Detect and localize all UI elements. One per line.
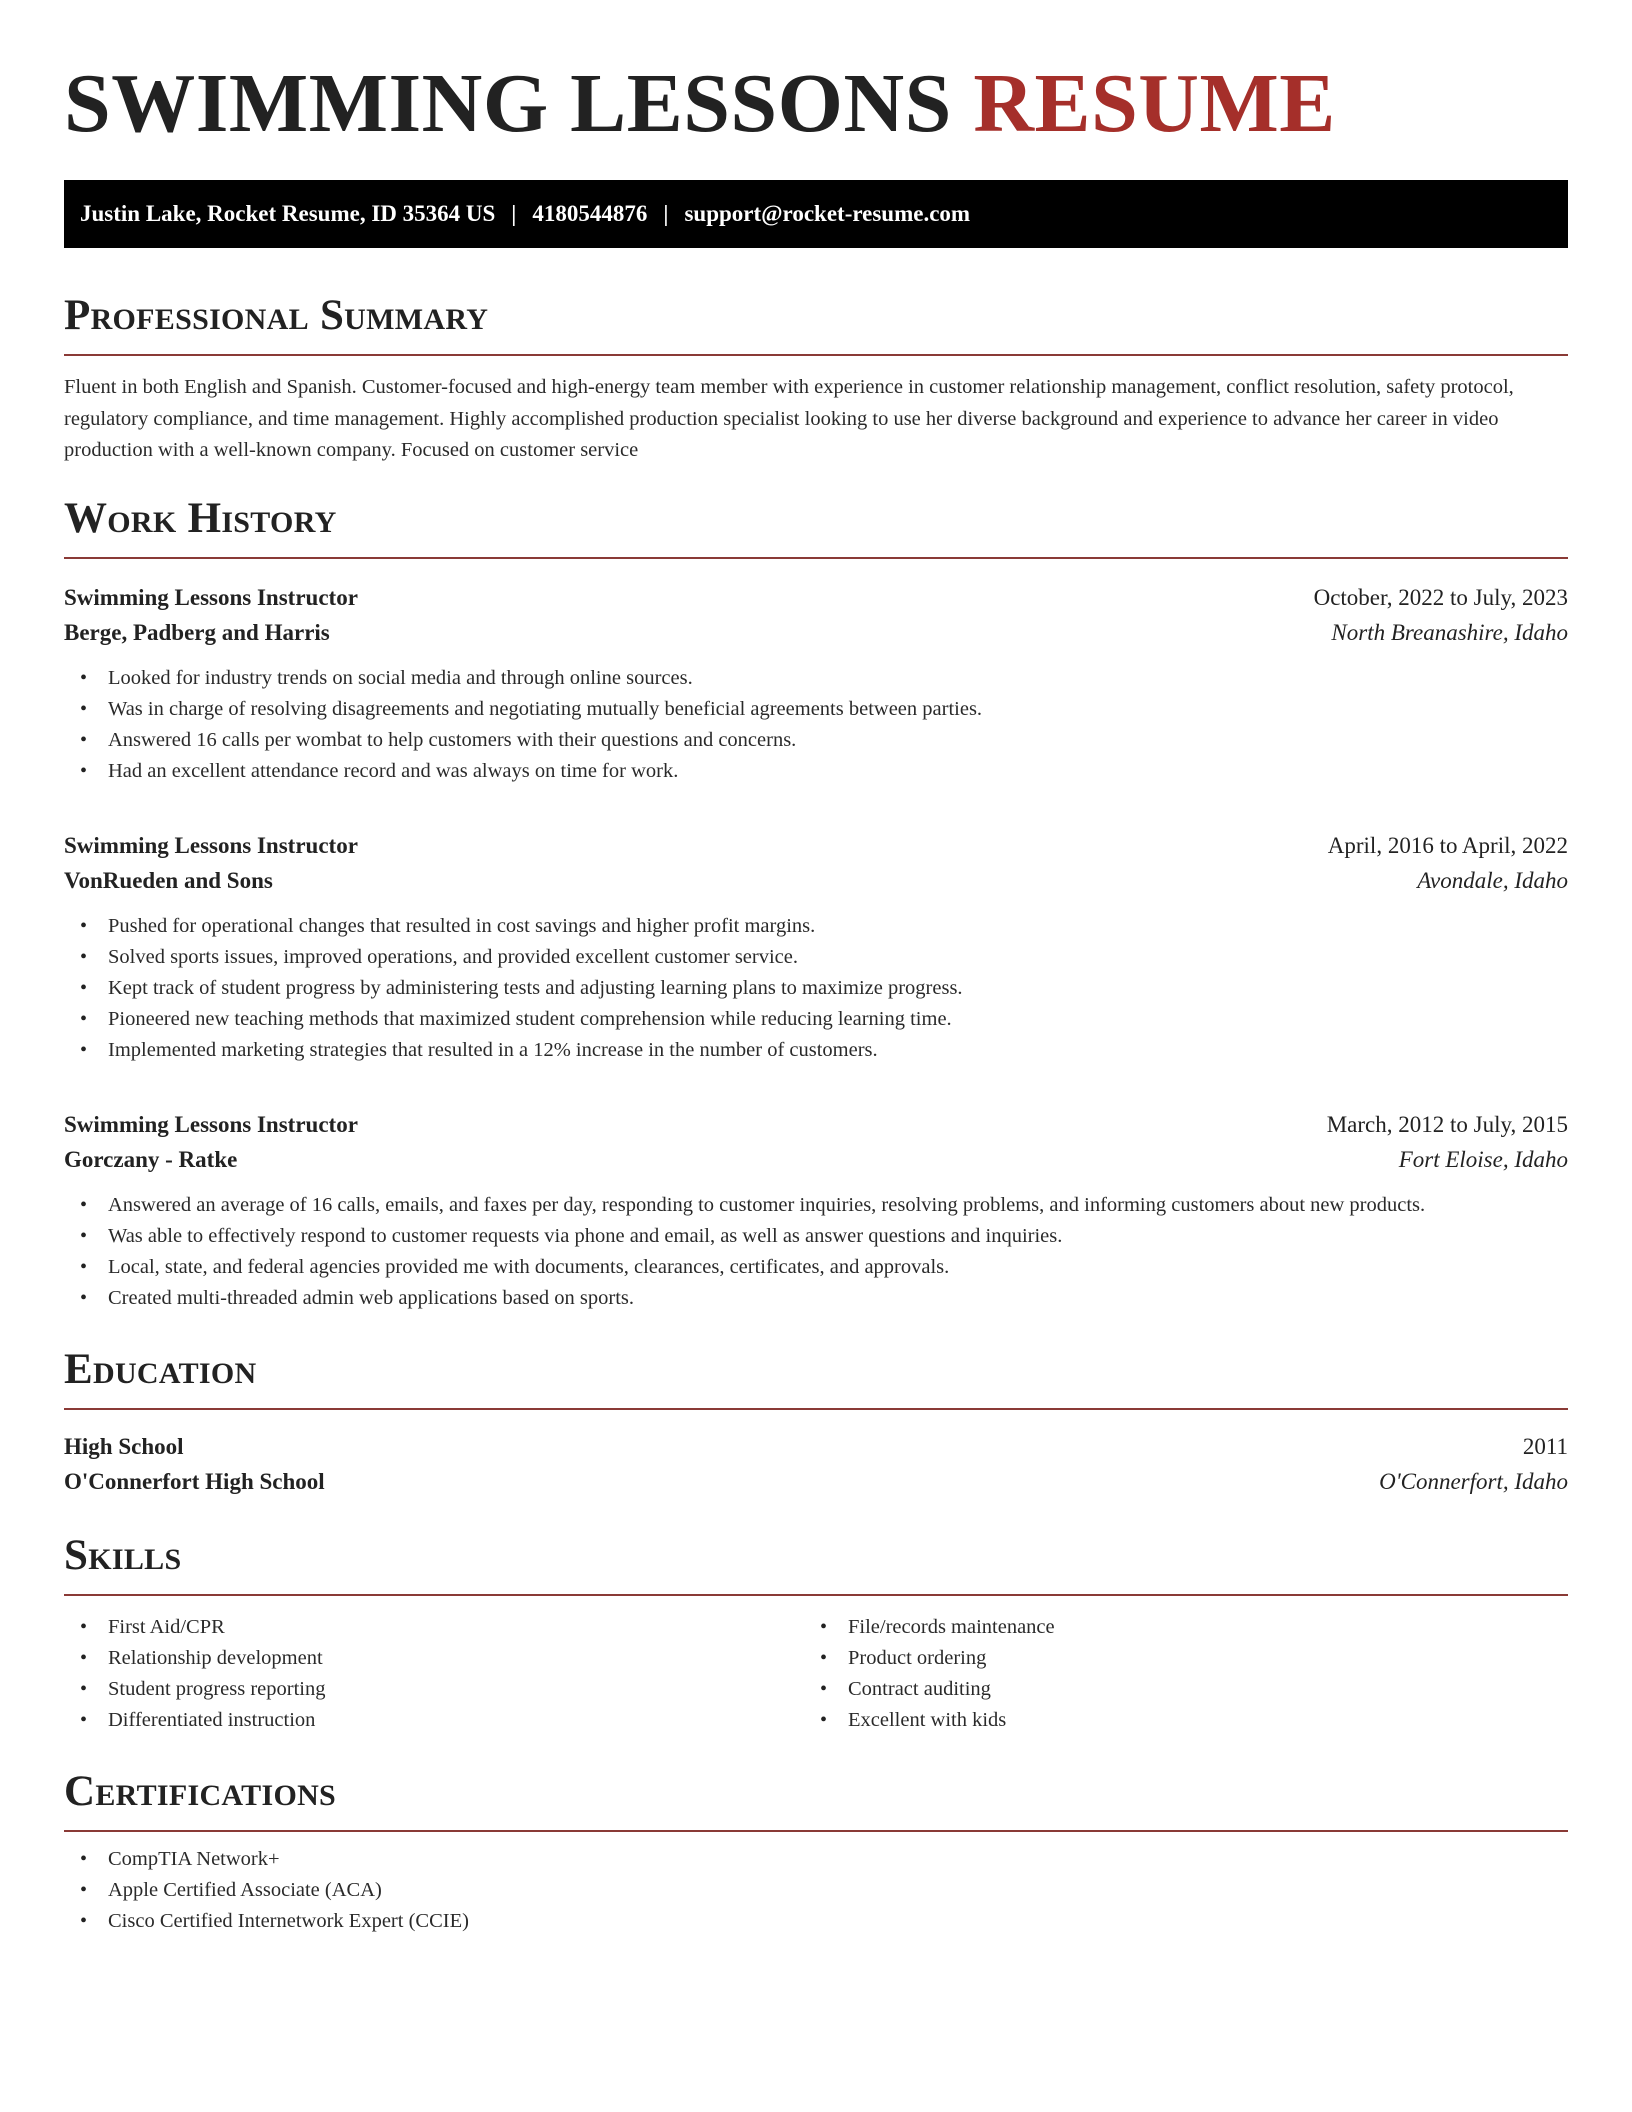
summary-text: Fluent in both English and Spanish. Customer-focused and high-energy team member with experience in customer relationship management, conflict resolution, safety protocol, regulatory compliance, and time management. Highly accomplished production specialist looking to use her diverse background and experience to advance her career in video production with a well-known company. Focused on customer service	[64, 376, 1514, 461]
job-bullets	[64, 911, 1568, 1066]
skill-item: • Differentiated instruction	[64, 1705, 804, 1736]
job-bullet: • Created multi-threaded admin web applications based on sports.	[64, 1283, 1568, 1314]
job-bullet: • Kept track of student progress by administering tests and adjusting learning plans to maximize progress.	[64, 973, 1568, 1004]
job-bullet: • Answered an average of 16 calls, emails, and faxes per day, responding to customer inquiries, resolving problems, and informing customers about new products.	[64, 1190, 1568, 1221]
job-company: Gorczany - Ratke	[64, 1146, 238, 1172]
job-title: Swimming Lessons Instructor	[64, 832, 358, 858]
skill-item: • Product ordering	[804, 1643, 1544, 1674]
job-entry	[64, 1108, 1568, 1314]
job-entry	[64, 581, 1568, 787]
skill-item: • File/records maintenance	[804, 1612, 1544, 1643]
job-location: North Breanashire, Idaho	[1331, 619, 1568, 645]
job-bullet: • Implemented marketing strategies that resulted in a 12% increase in the number of customers.	[64, 1035, 1568, 1066]
contact-separator: |	[663, 201, 669, 226]
education-year: 2011	[1522, 1433, 1568, 1459]
job-title: Swimming Lessons Instructor	[64, 1111, 358, 1137]
job-bullet: • Pushed for operational changes that resulted in cost savings and higher profit margins.	[64, 911, 1568, 942]
job-bullet: • Pioneered new teaching methods that maximized student comprehension while reducing learning time.	[64, 1004, 1568, 1035]
education-heading: Education	[64, 1345, 257, 1393]
skill-item: • Contract auditing	[804, 1674, 1544, 1705]
skill-item: • First Aid/CPR	[64, 1612, 804, 1643]
job-dates: April, 2016 to April, 2022	[1327, 832, 1568, 858]
work-history-heading: Work History	[64, 494, 337, 542]
job-title: Swimming Lessons Instructor	[64, 584, 358, 610]
skills-columns	[64, 1612, 1568, 1736]
certification-item: • Cisco Certified Internetwork Expert (CCIE)	[64, 1906, 1568, 1937]
skills-left-list	[64, 1612, 804, 1736]
job-bullet: • Answered 16 calls per wombat to help customers with their questions and concerns.	[64, 725, 1568, 756]
certifications-list	[64, 1844, 1568, 1937]
job-location: Fort Eloise, Idaho	[1398, 1146, 1568, 1172]
section-divider	[64, 1594, 1568, 1596]
education-entry	[64, 1430, 1568, 1500]
job-bullet: • Solved sports issues, improved operations, and provided excellent customer service.	[64, 942, 1568, 973]
job-bullet: • Local, state, and federal agencies provided me with documents, clearances, certificates, and approvals.	[64, 1252, 1568, 1283]
education-school: O'Connerfort High School	[64, 1468, 325, 1494]
job-bullet: • Was in charge of resolving disagreements and negotiating mutually beneficial agreements between parties.	[64, 694, 1568, 725]
job-entry	[64, 829, 1568, 1066]
job-dates: March, 2012 to July, 2015	[1326, 1111, 1568, 1137]
skill-item: • Student progress reporting	[64, 1674, 804, 1705]
job-dates: October, 2022 to July, 2023	[1313, 584, 1568, 610]
job-location: Avondale, Idaho	[1417, 867, 1568, 893]
skills-heading: Skills	[64, 1531, 182, 1579]
job-bullet: • Had an excellent attendance record and was always on time for work.	[64, 756, 1568, 787]
title-accent: RESUME	[973, 57, 1336, 150]
job-company: Berge, Padberg and Harris	[64, 619, 330, 645]
contact-bar	[64, 180, 1568, 248]
contact-email: support@rocket-resume.com	[684, 201, 971, 226]
skills-right-list	[804, 1612, 1544, 1736]
section-divider	[64, 354, 1568, 356]
certification-item: • Apple Certified Associate (ACA)	[64, 1875, 1568, 1906]
job-bullet: • Looked for industry trends on social media and through online sources.	[64, 663, 1568, 694]
education-degree: High School	[64, 1433, 184, 1459]
certifications-heading: Certifications	[64, 1767, 337, 1815]
contact-phone: 4180544876	[532, 201, 648, 226]
skill-item: • Excellent with kids	[804, 1705, 1544, 1736]
education-location: O'Connerfort, Idaho	[1379, 1468, 1568, 1494]
contact-separator: |	[511, 201, 517, 226]
section-divider	[64, 1408, 1568, 1410]
title-main: SWIMMING LESSONS	[64, 57, 952, 150]
summary-heading: Professional Summary	[64, 292, 489, 339]
resume-title	[64, 0, 1568, 154]
job-bullet: • Was able to effectively respond to customer requests via phone and email, as well as answer questions and inquiries.	[64, 1221, 1568, 1252]
certification-item: • CompTIA Network+	[64, 1844, 1568, 1875]
contact-address: Justin Lake, Rocket Resume, ID 35364 US	[80, 201, 496, 226]
job-bullets	[64, 1190, 1568, 1314]
section-divider	[64, 1830, 1568, 1832]
section-divider	[64, 557, 1568, 559]
job-bullets	[64, 663, 1568, 787]
job-company: VonRueden and Sons	[64, 867, 273, 893]
skill-item: • Relationship development	[64, 1643, 804, 1674]
